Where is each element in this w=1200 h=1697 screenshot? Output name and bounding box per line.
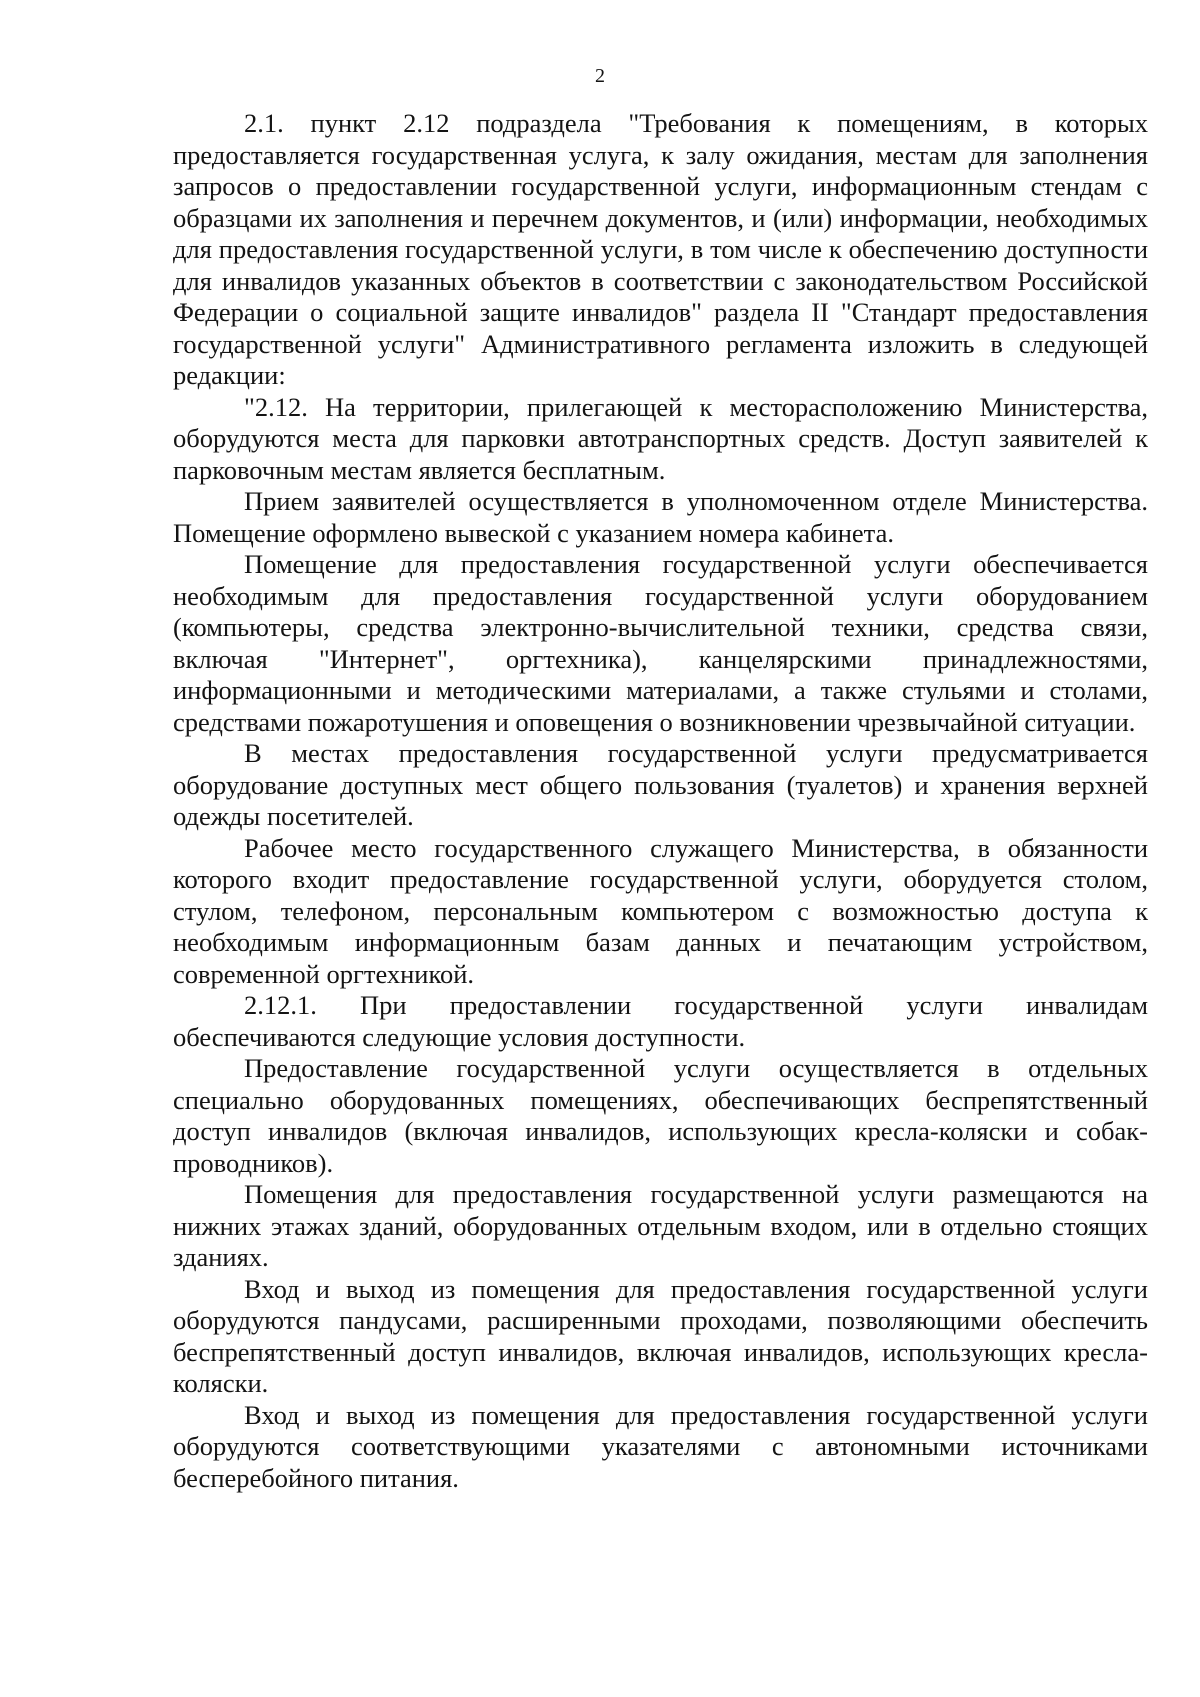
page-number: 2 (595, 65, 605, 87)
paragraph-room-equipment: Помещение для предоставления государственной услуги обеспечивается необходимым для предоставления государственной услуги оборудованием (компьютеры, средства электронно-вычислительной техники, средства связи, включая "Интернет", оргтехника), канцелярскими принадлежностями, информационными и методическими материалами, а также стульями и столами, средствами пожаротушения и оповещения о возникновении чрезвычайной ситуации. (173, 549, 1148, 737)
paragraph-ramps: Вход и выход из помещения для предоставления государственной услуги оборудуются пандусами, расширенными проходами, позволяющими обеспечить беспрепятственный доступ инвалидов, включая инвалидов, использующих кресла-коляски. (173, 1273, 1148, 1398)
paragraph-reception: Прием заявителей осуществляется в уполномоченном отделе Министерства. Помещение оформлено вывеской с указанием номера кабинета. (173, 486, 1148, 548)
paragraph-2-12-parking: "2.12. На территории, прилегающей к месторасположению Министерства, оборудуются места для парковки автотранспортных средств. Доступ заявителей к парковочным местам является бесплатным. (173, 391, 1148, 485)
paragraph-workplace: Рабочее место государственного служащего Министерства, в обязанности которого входит предоставление государственной услуги, оборудуется столом, стулом, телефоном, персональным компьютером с возможностью доступа к необходимым информационным базам данных и печатающим устройством, современной оргтехникой. (173, 832, 1148, 989)
paragraph-separate-rooms: Предоставление государственной услуги осуществляется в отдельных специально оборудованных помещениях, обеспечивающих беспрепятственный доступ инвалидов (включая инвалидов, использующих кресла-коляски и собак-проводников). (173, 1053, 1148, 1178)
paragraph-common-facilities: В местах предоставления государственной услуги предусматривается оборудование доступных мест общего пользования (туалетов) и хранения верхней одежды посетителей. (173, 738, 1148, 831)
paragraph-signage: Вход и выход из помещения для предоставления государственной услуги оборудуются соответствующими указателями с автономными источниками бесперебойного питания. (173, 1399, 1148, 1493)
paragraph-2-1-amendment: 2.1. пункт 2.12 подраздела "Требования к помещениям, в которых предоставляется государственная услуга, к залу ожидания, местам для заполнения запросов о предоставлении государственной услуги, информационным стендам с образцами их заполнения и перечнем документов, и (или) информации, необходимых для предоставления государственной услуги, в том числе к обеспечению доступности для инвалидов указанных объектов в соответствии с законодательством Российской Федерации о социальной защите инвалидов" раздела II "Стандарт предоставления государственной услуги" Административного регламента изложить в следующей редакции: (173, 108, 1148, 390)
paragraph-2-12-1-accessibility: 2.12.1. При предоставлении государственной услуги инвалидам обеспечиваются следующие условия доступности. (173, 990, 1148, 1052)
paragraph-lower-floors: Помещения для предоставления государственной услуги размещаются на нижних этажах зданий, оборудованных отдельным входом, или в отдельно стоящих зданиях. (173, 1179, 1148, 1272)
document-body (173, 108, 1148, 1494)
